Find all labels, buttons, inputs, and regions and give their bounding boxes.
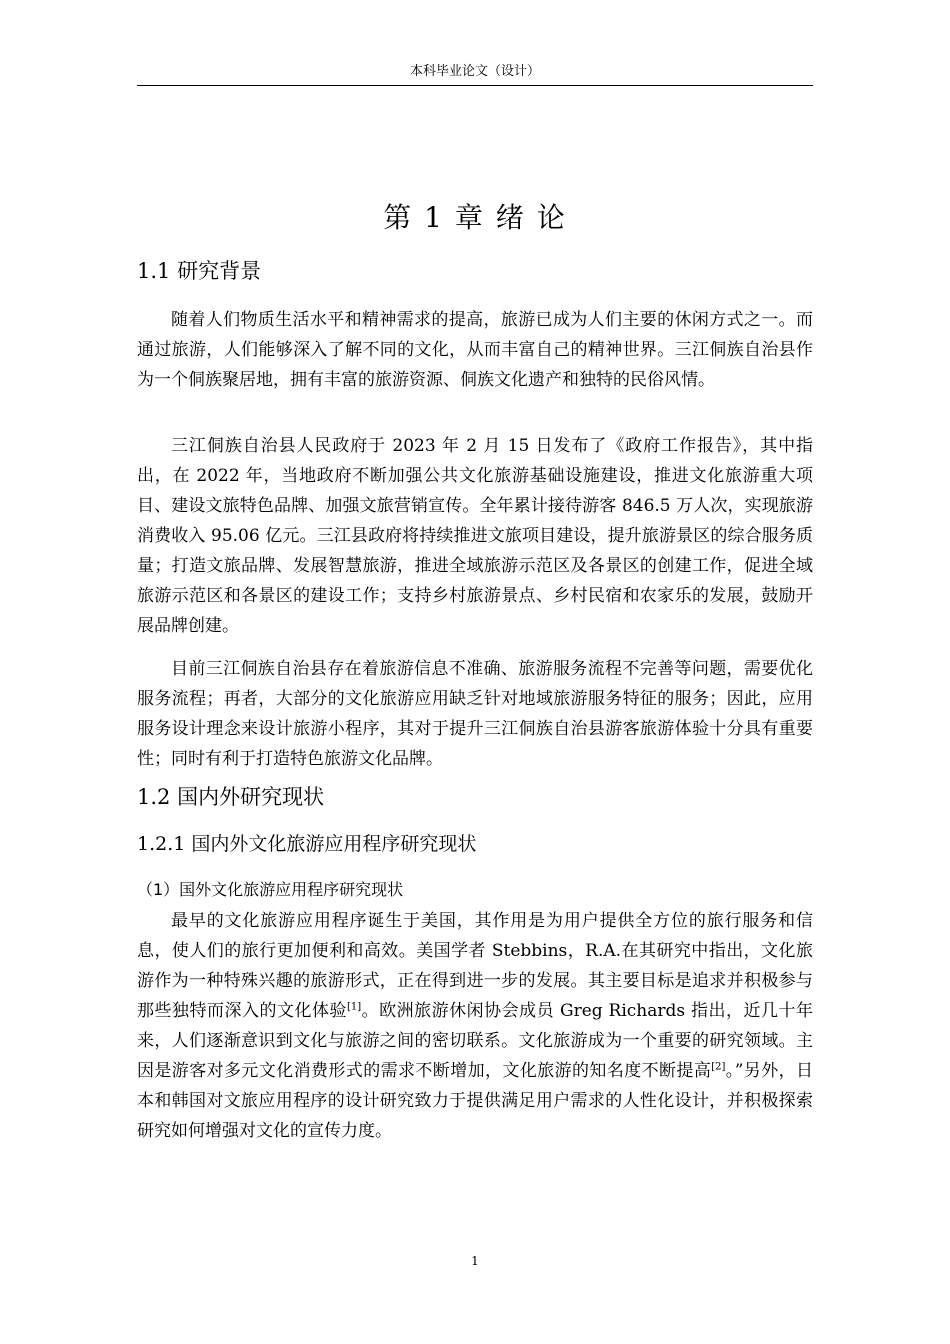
paragraph-background-2: 三江侗族自治县人民政府于 2023 年 2 月 15 日发布了《政府工作报告》，其中指出，在 2022 年，当地政府不断加强公共文化旅游基础设施建设，推进文化旅游重大项目、建设文旅特色品牌、加强文旅营销宣传。全年累计接待游客 846.5 万人次，实现旅游消费收入 95.06 亿元。三江县政府将持续推进文旅项目建设，提升旅游景区的综合服务质量；打造文旅品牌、发展智慧旅游，推进全域旅游示范区及各景区的创建工作，促进全域旅游示范区和各景区的建设工作；支持乡村旅游景点、乡村民宿和农家乐的发展，鼓励开展品牌创建。 <box>137 436 813 636</box>
paragraph-text-part2: 。欧洲旅游休闲协会成员 Greg Richards 指出，近几十年来，人们逐渐意识到文化与旅游之间的密切联系。文化旅游成为一个重要的研究领域。主因是游客对多元文化消费形式的需求不断增加，文化旅游的知名度不断提高 <box>137 1001 814 1081</box>
chapter-title: 第 1 章 绪 论 <box>383 201 567 234</box>
section-heading-1-2: 1.2 国内外研究现状 <box>137 785 325 809</box>
paragraph-background-1: 随着人们物质生活水平和精神需求的提高，旅游已成为人们主要的休闲方式之一。而通过旅游，人们能够深入了解不同的文化，从而丰富自己的精神世界。三江侗族自治县作为一个侗族聚居地，拥有丰富的旅游资源、侗族文化遗产和独特的民俗风情。 <box>137 310 813 390</box>
header-rule <box>137 85 813 86</box>
paragraph-foreign-research <box>137 906 813 1146</box>
page-number: 1 <box>471 1254 479 1268</box>
paragraph-background-3: 目前三江侗族自治县存在着旅游信息不准确、旅游服务流程不完善等问题，需要优化服务流程；再者，大部分的文化旅游应用缺乏针对地域旅游服务特征的服务；因此，应用服务设计理念来设计旅游小程序，其对于提升三江侗族自治县游客旅游体验十分具有重要性；同时有利于打造特色旅游文化品牌。 <box>137 659 813 769</box>
paragraph-text-part1: 最早的文化旅游应用程序诞生于美国，其作用是为用户提供全方位的旅行服务和信息，使人们的旅行更加便利和高效。美国学者 Stebbins，R.A.在其研究中指出，文化旅游作为一种特殊兴趣的旅游形式，正在得到进一步的发展。其主要目标是追求并积极参与那些独特而深入的文化体验 <box>137 911 813 1021</box>
citation-2: [2] <box>711 1061 726 1073</box>
item-heading-foreign: （1）国外文化旅游应用程序研究现状 <box>137 880 404 899</box>
running-header: 本科毕业论文（设计） <box>409 64 540 79</box>
section-heading-1-1: 1.1 研究背景 <box>137 259 262 283</box>
citation-1: [1] <box>346 1001 362 1013</box>
paragraph-text-part3: 。”另外，日本和韩国对文旅应用程序的设计研究致力于提供满足用户需求的人性化设计，并积极探索研究如何增强对文化的宣传力度。 <box>137 1061 814 1141</box>
subsection-heading-1-2-1: 1.2.1 国内外文化旅游应用程序研究现状 <box>137 833 477 855</box>
